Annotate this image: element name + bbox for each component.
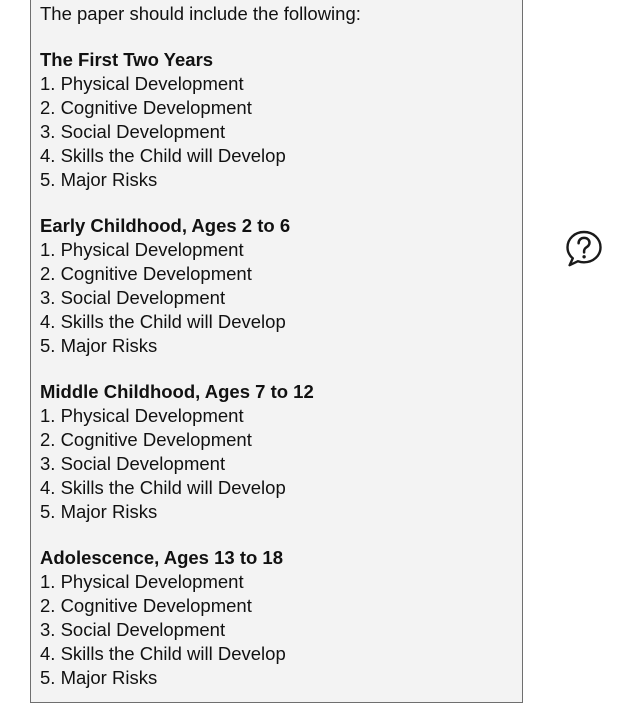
section-title: The First Two Years [40,49,214,70]
list-item: 1. Physical Development [40,239,244,260]
list-item: 3. Social Development [40,619,226,640]
list-item: 4. Skills the Child will Develop [40,477,286,498]
list-item: 4. Skills the Child will Develop [40,145,286,166]
list-item: 3. Social Development [40,287,226,308]
list-item: 5. Major Risks [40,335,158,356]
list-item: 2. Cognitive Development [40,429,252,450]
list-item: 4. Skills the Child will Develop [40,311,286,332]
section-title: Middle Childhood, Ages 7 to 12 [40,381,314,402]
list-item: 5. Major Risks [40,501,158,522]
list-item: 3. Social Development [40,453,226,474]
list-item: 5. Major Risks [40,667,158,688]
intro-text: The paper should include the following: [40,3,361,24]
list-item: 2. Cognitive Development [40,97,252,118]
section-title: Adolescence, Ages 13 to 18 [40,547,284,568]
list-item: 5. Major Risks [40,169,158,190]
section-title: Early Childhood, Ages 2 to 6 [40,215,291,236]
document-content [40,2,510,690]
help-speech-bubble-icon [565,229,603,269]
section-adolescence [40,546,510,690]
section-early-childhood [40,214,510,358]
list-item: 3. Social Development [40,121,226,142]
spacer [40,26,510,48]
list-item: 1. Physical Development [40,571,244,592]
list-item: 1. Physical Development [40,405,244,426]
list-item: 4. Skills the Child will Develop [40,643,286,664]
list-item: 1. Physical Development [40,73,244,94]
list-item: 2. Cognitive Development [40,263,252,284]
section-first-two-years [40,48,510,192]
section-middle-childhood [40,380,510,524]
help-button[interactable] [565,229,603,269]
list-item: 2. Cognitive Development [40,595,252,616]
